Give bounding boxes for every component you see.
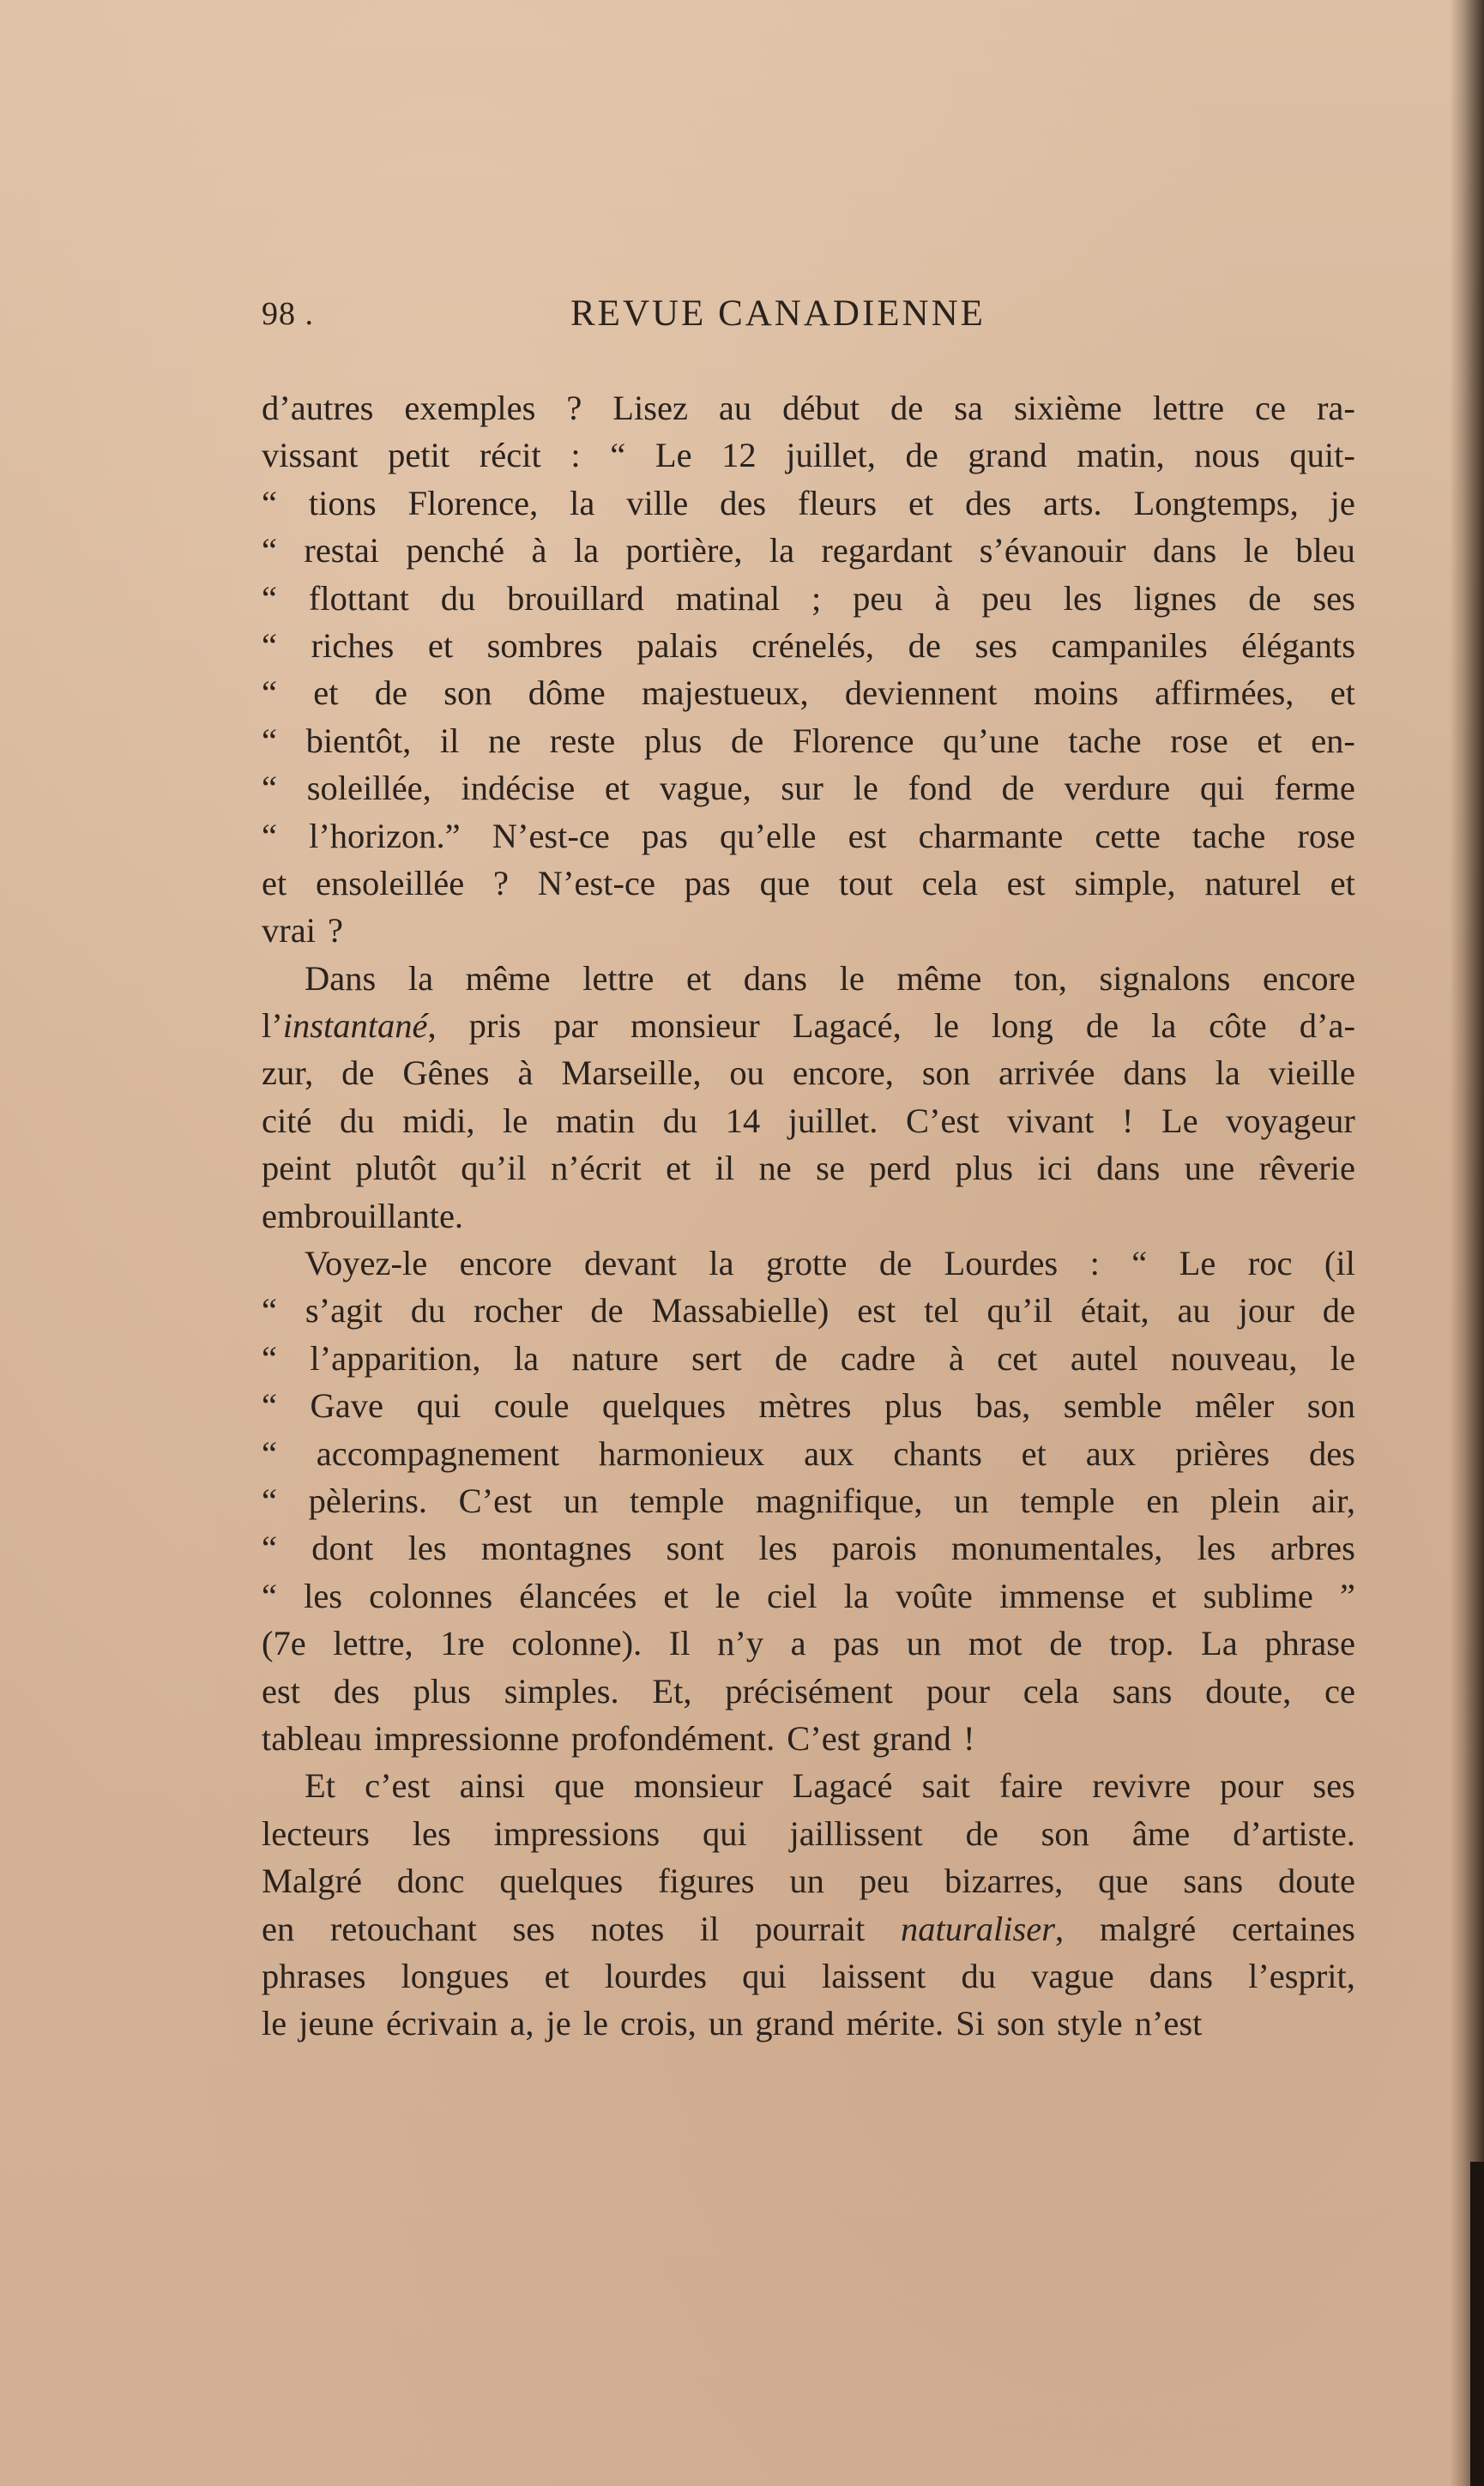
text-line: “ Gave qui coule quelques mètres plus bas, semble mêler son: [262, 1386, 1355, 1426]
text-line: embrouillante.: [262, 1196, 464, 1235]
text-line: “ soleillée, indécise et vague, sur le fond de verdure qui ferme: [262, 769, 1355, 808]
text-line: “ riches et sombres palais crénelés, de ses campaniles élégants: [262, 625, 1355, 665]
paragraph: [262, 1762, 1355, 2047]
text-line: “ les colonnes élancées et le ciel la voûte immense et sublime ”: [262, 1576, 1355, 1615]
text-line: Malgré donc quelques figures un peu bizarres, que sans doute: [262, 1861, 1355, 1901]
page-number: 98 .: [262, 296, 314, 332]
text-line: “ dont les montagnes sont les parois monumentales, les arbres: [262, 1529, 1355, 1568]
text-line: cité du midi, le matin du 14 juillet. C’est vivant ! Le voyageur: [262, 1101, 1355, 1140]
paragraph: [262, 384, 1355, 955]
text-line: Voyez-le encore devant la grotte de Lourdes : “ Le roc (il: [305, 1244, 1355, 1283]
text-line: tableau impressionne profondément. C’est grand !: [262, 1718, 975, 1758]
text-line: l’instantané, pris par monsieur Lagacé, le long de la côte d’a-: [262, 1006, 1355, 1046]
page-header: [0, 288, 1484, 340]
text-line: le jeune écrivain a, je le crois, un grand mérite. Si son style n’est: [262, 2004, 1203, 2043]
text-line: en retouchant ses notes il pourrait naturaliser, malgré certaines: [262, 1909, 1355, 1948]
text-line: zur, de Gênes à Marseille, ou encore, son arrivée dans la vieille: [262, 1053, 1355, 1093]
text-line: vissant petit récit : “ Le 12 juillet, de grand matin, nous quit-: [262, 436, 1355, 475]
paragraph: [262, 955, 1355, 1240]
text-line: peint plutôt qu’il n’écrit et il ne se perd plus ici dans une rêverie: [262, 1149, 1355, 1188]
text-line: “ bientôt, il ne reste plus de Florence qu’une tache rose et en-: [262, 721, 1355, 760]
text-line: phrases longues et lourdes qui laissent du vague dans l’esprit,: [262, 1956, 1355, 1995]
text-line: Dans la même lettre et dans le même ton, signalons encore: [305, 958, 1355, 998]
binding-edge: [1470, 2162, 1484, 2486]
running-title: REVUE CANADIENNE: [570, 293, 986, 334]
text-line: Et c’est ainsi que monsieur Lagacé sait faire revivre pour ses: [305, 1766, 1355, 1806]
text-line: “ s’agit du rocher de Massabielle) est tel qu’il était, au jour de: [262, 1291, 1355, 1330]
text-line: “ pèlerins. C’est un temple magnifique, un temple en plein air,: [262, 1481, 1355, 1520]
paragraph: [262, 1240, 1355, 1762]
text-line: lecteurs les impressions qui jaillissent de son âme d’artiste.: [262, 1813, 1355, 1853]
body-text: [262, 384, 1355, 2048]
text-line: “ restai penché à la portière, la regardant s’évanouir dans le bleu: [262, 531, 1355, 570]
text-line: (7e lettre, 1re colonne). Il n’y a pas un mot de trop. La phrase: [262, 1624, 1355, 1663]
text-line: “ tions Florence, la ville des fleurs et des arts. Longtemps, je: [262, 483, 1355, 522]
text-line: est des plus simples. Et, précisément pour cela sans doute, ce: [262, 1671, 1355, 1711]
text-line: “ et de son dôme majestueux, deviennent moins affirmées, et: [262, 673, 1355, 713]
page-edge-shadow: [1450, 0, 1484, 2486]
text-line: “ l’horizon.” N’est-ce pas qu’elle est charmante cette tache rose: [262, 816, 1355, 855]
text-line: “ l’apparition, la nature sert de cadre à cet autel nouveau, le: [262, 1338, 1355, 1378]
text-line: “ accompagnement harmonieux aux chants et aux prières des: [262, 1433, 1355, 1473]
text-line: et ensoleillée ? N’est-ce pas que tout cela est simple, naturel et: [262, 863, 1355, 902]
text-line: d’autres exemples ? Lisez au début de sa sixième lettre ce ra-: [262, 389, 1355, 427]
text-line: “ flottant du brouillard matinal ; peu à peu les lignes de ses: [262, 578, 1355, 618]
text-line: vrai ?: [262, 911, 343, 950]
